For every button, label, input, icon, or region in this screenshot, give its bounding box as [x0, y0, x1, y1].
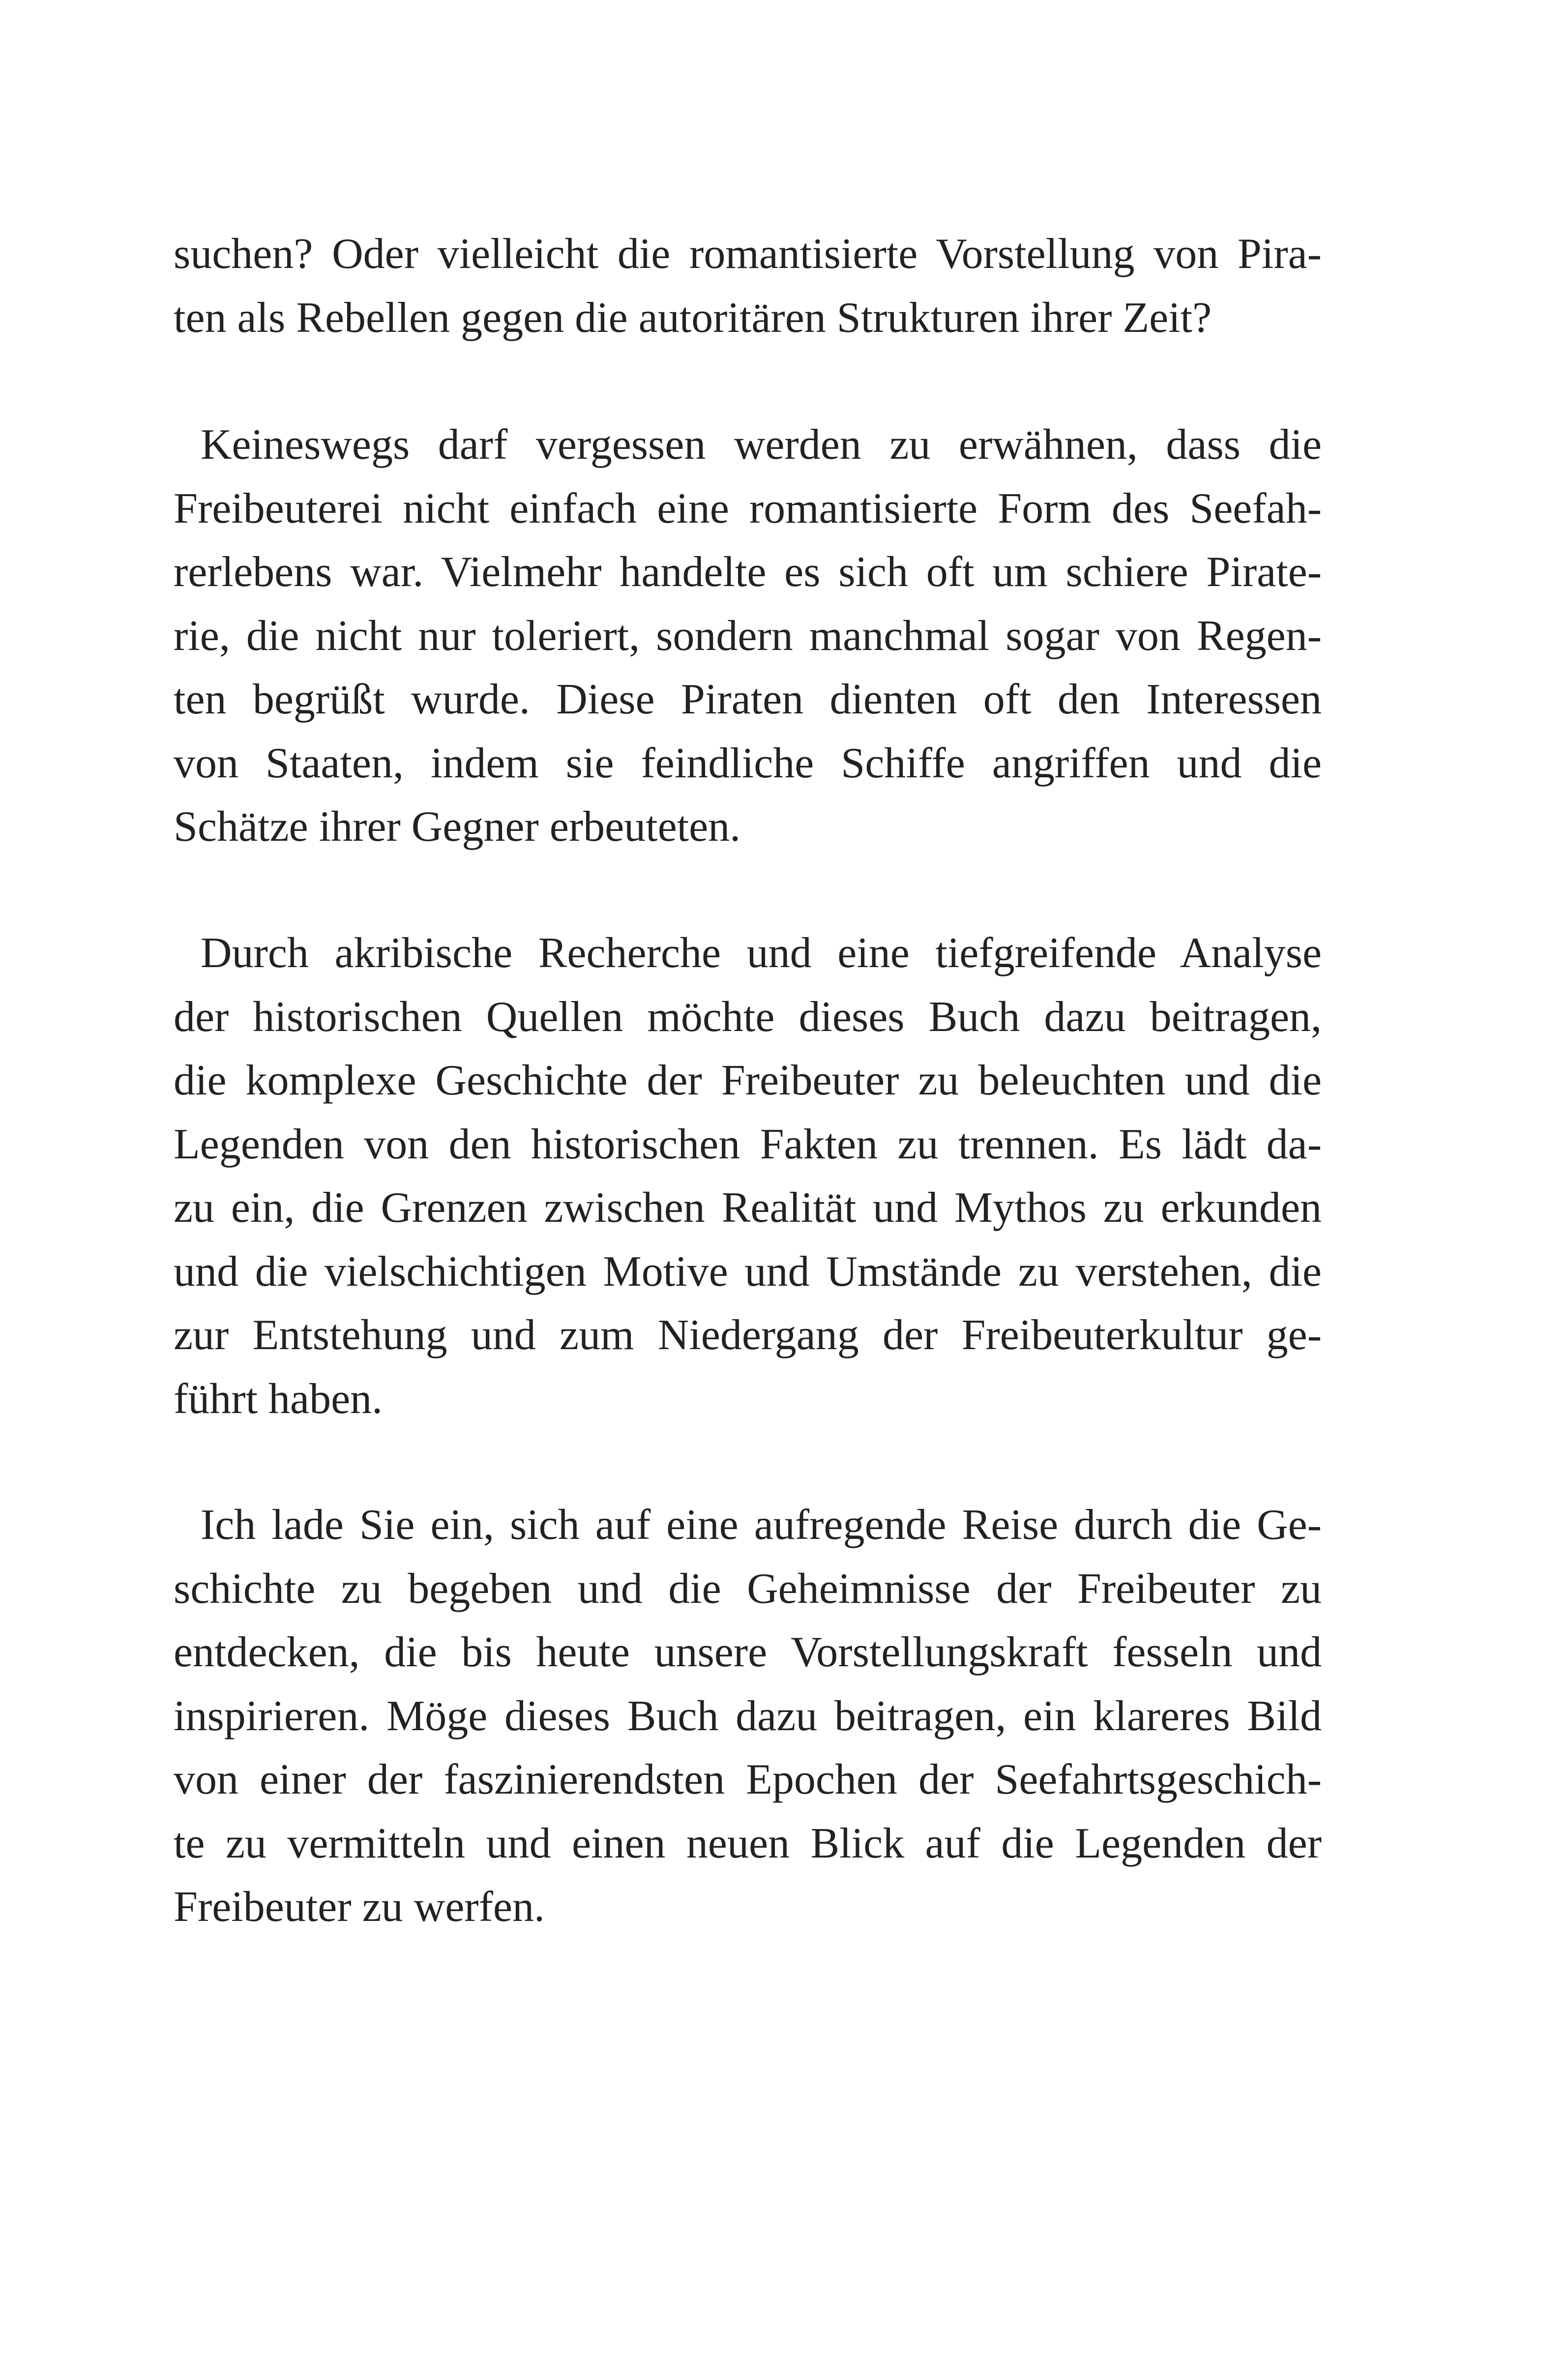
text-line: Keineswegs darf vergessen werden zu erwähnen, dass die — [201, 421, 1322, 469]
text-line: Schätze ihrer Gegner erbeuteten. — [174, 803, 741, 851]
text-line: te zu vermitteln und einen neuen Blick auf die Legenden der — [174, 1819, 1322, 1867]
text-line: die komplexe Geschichte der Freibeuter zu beleuchten und die — [174, 1057, 1322, 1104]
text-line: zu ein, die Grenzen zwischen Realität und Mythos zu erkunden — [174, 1184, 1322, 1232]
text-line: Durch akribische Recherche und eine tiefgreifende Analyse — [201, 929, 1322, 977]
text-line: ten begrüßt wurde. Diese Piraten dienten oft den Interessen — [174, 676, 1322, 723]
text-line: schichte zu begeben und die Geheimnisse der Freibeuter zu — [174, 1564, 1322, 1613]
text-line: von Staaten, indem sie feindliche Schiffe angriffen und die — [174, 739, 1322, 787]
text-line: der historischen Quellen möchte dieses Buch dazu beitragen, — [174, 993, 1322, 1041]
text-line: entdecken, die bis heute unsere Vorstellungskraft fesseln und — [174, 1628, 1322, 1676]
text-line: Ich lade Sie ein, sich auf eine aufregende Reise durch die Ge- — [201, 1501, 1322, 1549]
text-line: rerlebens war. Vielmehr handelte es sich oft um schiere Pirate- — [174, 548, 1322, 596]
text-line: Legenden von den historischen Fakten zu trennen. Es lädt da- — [174, 1120, 1322, 1168]
text-line: und die vielschichtigen Motive und Umstände zu verstehen, die — [174, 1247, 1322, 1296]
text-line: inspirieren. Möge dieses Buch dazu beitragen, ein klareres Bild — [174, 1692, 1322, 1740]
paragraph-2 — [174, 413, 1322, 859]
text-line: ten als Rebellen gegen die autoritären Strukturen ihrer Zeit? — [174, 294, 1212, 342]
text-line: zur Entstehung und zum Niedergang der Freibeuterkultur ge- — [174, 1311, 1322, 1359]
paragraph-1 — [174, 222, 1322, 350]
text-line: Freibeuterei nicht einfach eine romantisierte Form des Seefah- — [174, 484, 1322, 532]
text-line: von einer der faszinierendsten Epochen der Seefahrtsgeschich- — [174, 1756, 1322, 1803]
paragraph-3 — [174, 921, 1322, 1431]
text-line: führt haben. — [174, 1375, 383, 1423]
text-line: Freibeuter zu werfen. — [174, 1883, 545, 1931]
text-line: suchen? Oder vielleicht die romantisierte Vorstellung von Pira- — [174, 230, 1322, 278]
paragraph-4 — [174, 1493, 1322, 1939]
text-line: rie, die nicht nur toleriert, sondern manchmal sogar von Regen- — [174, 612, 1322, 660]
